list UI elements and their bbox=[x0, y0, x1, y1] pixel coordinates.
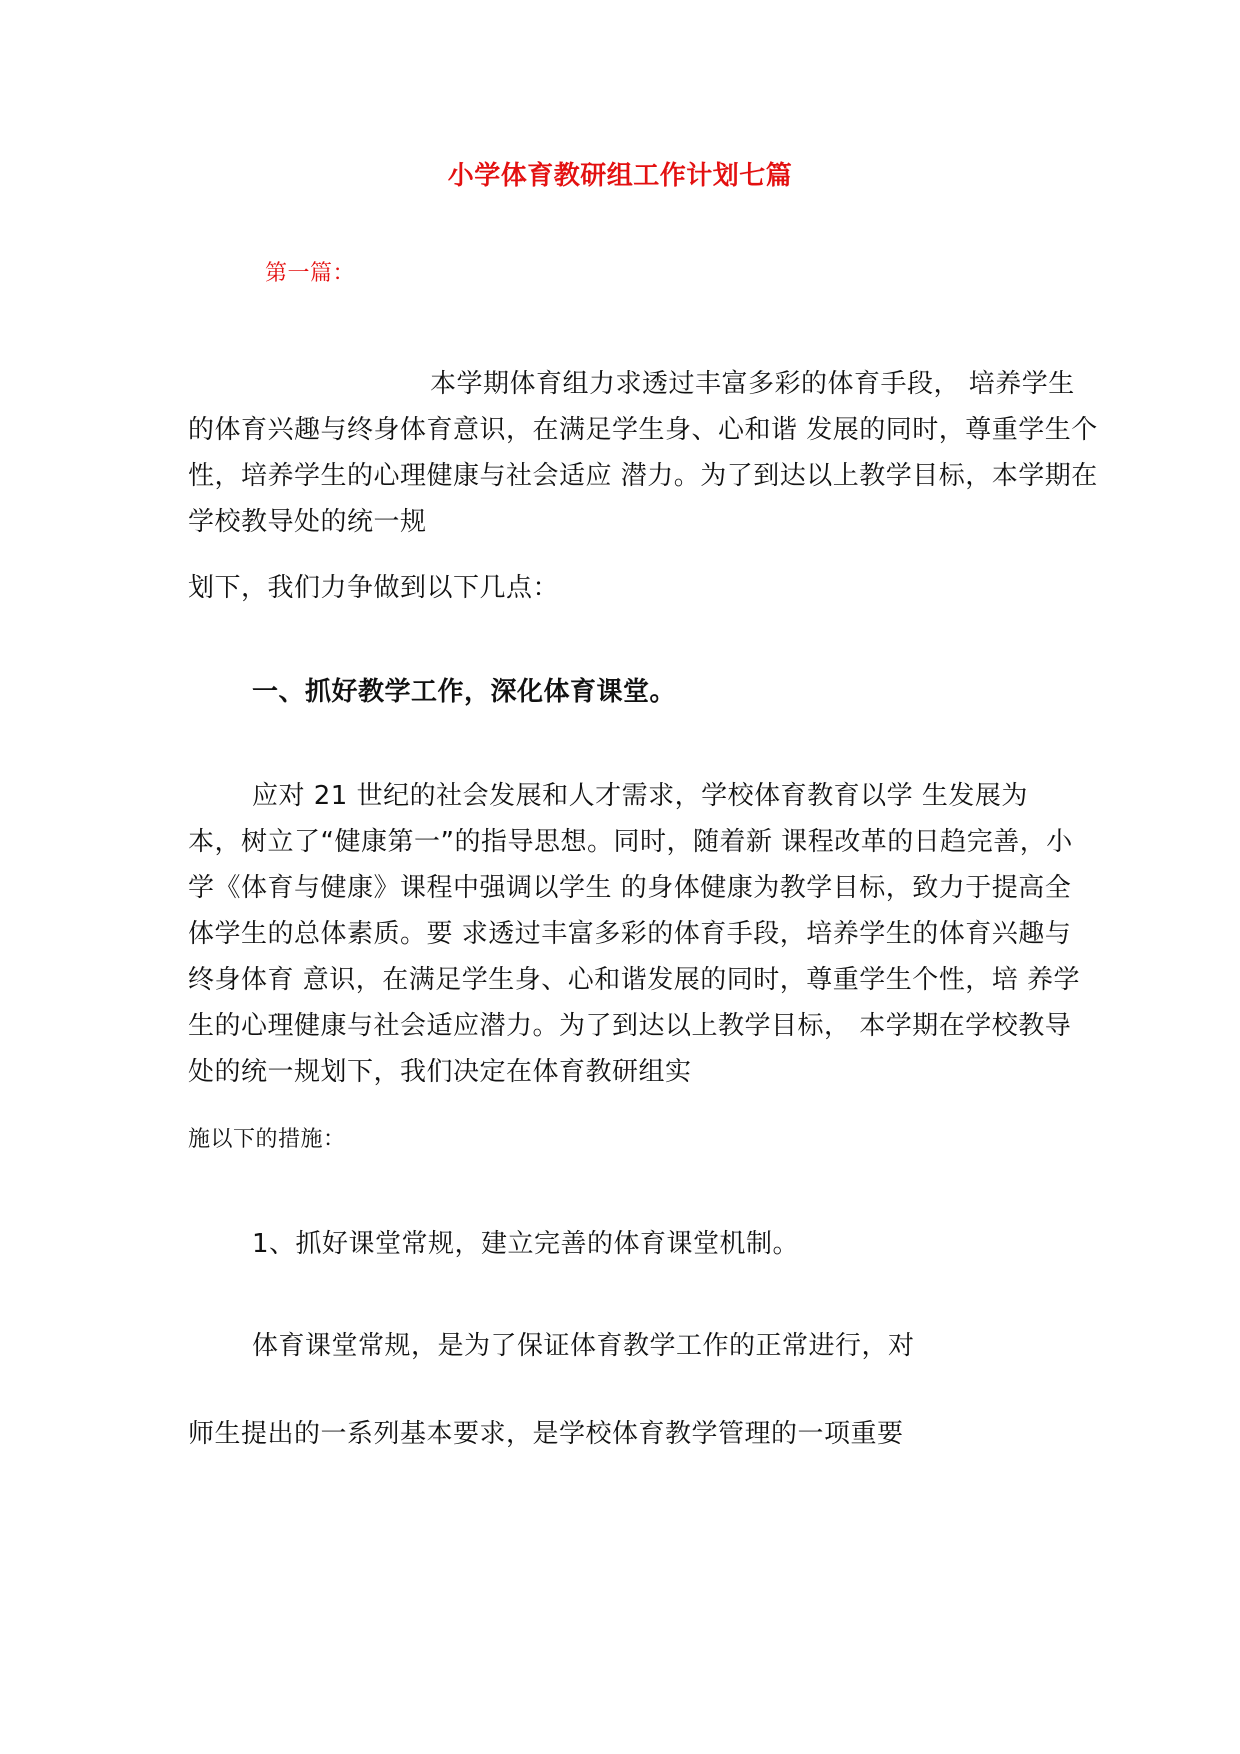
section1-line-1: 应对 21 世纪的社会发展和人才需求，学校体育教育以学 生发展为 bbox=[252, 781, 1028, 811]
section1-tail: 施以下的措施： bbox=[188, 1127, 346, 1152]
section1-line-4: 体学生的总体素质。要 求透过丰富多彩的体育手段，培养学生的体育兴趣与 bbox=[188, 919, 1072, 949]
intro-line-4: 学校教导处的统一规 bbox=[188, 507, 427, 537]
intro-line-3: 性，培养学生的心理健康与社会适应 潜力。为了到达以上教学目标，本学期在 bbox=[188, 461, 1098, 491]
section1-line-3: 学《体育与健康》课程中强调以学生 的身体健康为教学目标，致力于提高全 bbox=[188, 873, 1072, 903]
document-title: 小学体育教研组工作计划七篇 bbox=[447, 161, 793, 191]
item-heading-1: 1、抓好课堂常规，建立完善的体育课堂机制。 bbox=[252, 1229, 800, 1259]
part-label: 第一篇： bbox=[265, 261, 356, 286]
item1-line-1: 体育课堂常规，是为了保证体育教学工作的正常进行，对 bbox=[252, 1331, 915, 1361]
section1-line-7: 处的统一规划下，我们决定在体育教研组实 bbox=[188, 1057, 692, 1087]
section-heading-1: 一、抓好教学工作，深化体育课堂。 bbox=[252, 677, 677, 707]
intro-line-1: 本学期体育组力求透过丰富多彩的体育手段， 培养学生 bbox=[430, 369, 1075, 399]
section1-line-5: 终身体育 意识，在满足学生身、心和谐发展的同时，尊重学生个性，培 养学 bbox=[188, 965, 1081, 995]
item1-line-2: 师生提出的一系列基本要求，是学校体育教学管理的一项重要 bbox=[188, 1419, 904, 1449]
section1-line-2: 本，树立了“健康第一”的指导思想。同时，随着新 课程改革的日趋完善，小 bbox=[188, 827, 1073, 857]
intro-line-2: 的体育兴趣与终身体育意识，在满足学生身、心和谐 发展的同时，尊重学生个 bbox=[188, 415, 1098, 445]
section1-line-6: 生的心理健康与社会适应潜力。为了到达以上教学目标， 本学期在学校教导 bbox=[188, 1011, 1072, 1041]
intro-tail: 划下，我们力争做到以下几点： bbox=[188, 573, 560, 603]
